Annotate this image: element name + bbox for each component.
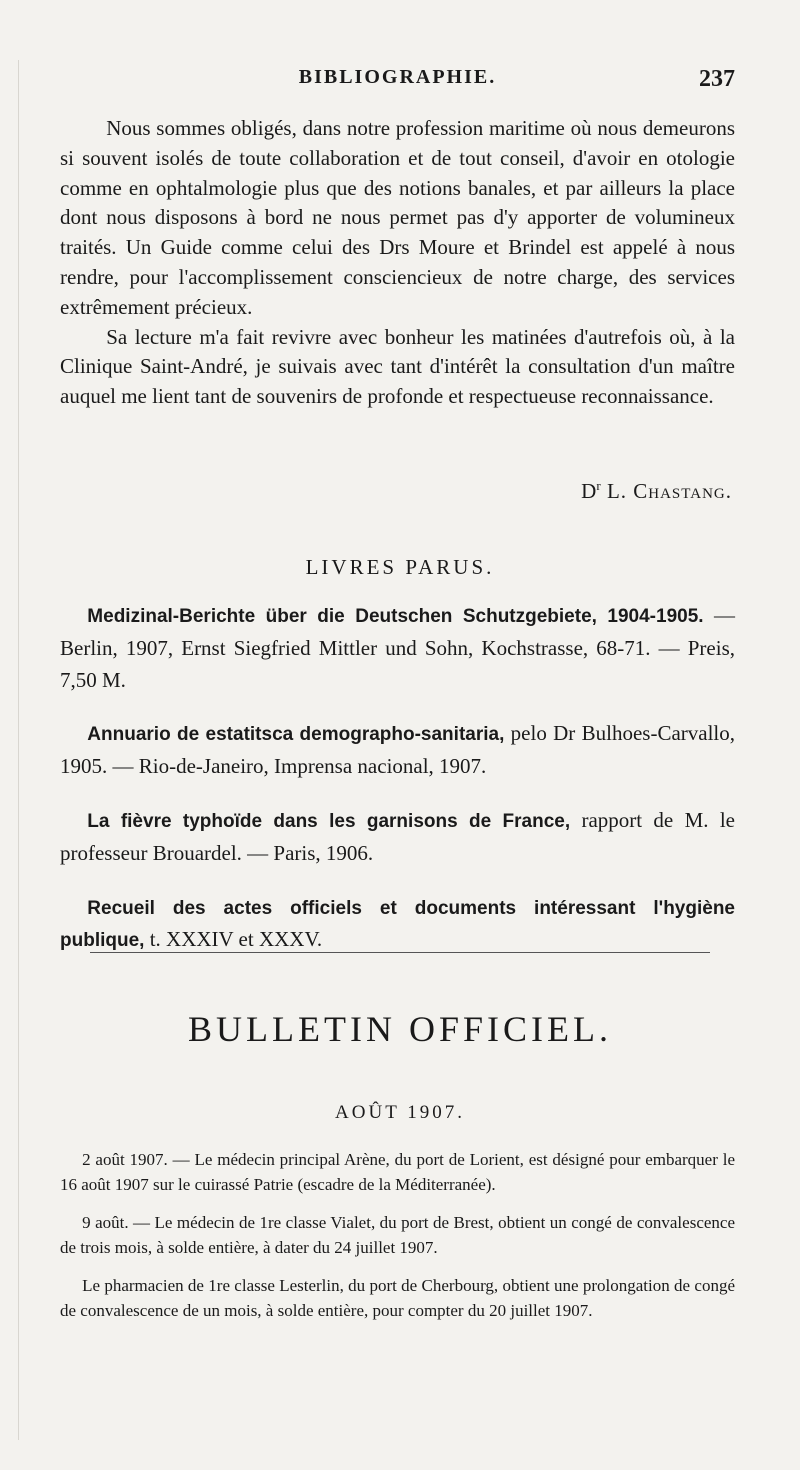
review-signature	[581, 478, 732, 504]
book-details: rapport de M. le professeur Brouardel. — Paris, 1906.	[60, 807, 735, 865]
list-item: 2 août 1907. — Le médecin principal Arène, du port de Lorient, est désigné pour embarquer le 16 août 1907 sur le cuirassé Patrie (escadre de la Méditerranée).	[60, 1150, 735, 1194]
list-item	[60, 718, 735, 783]
running-title: BIBLIOGRAPHIE.	[298, 66, 497, 88]
bulletin-heading: BULLETIN OFFICIEL.	[188, 1009, 612, 1049]
book-details: t. XXXIV et XXXV.	[144, 927, 323, 952]
book-title: Recueil des actes officiels et documents intéressant l'hygiène publique,	[60, 897, 735, 952]
livres-parus-heading: LIVRES PARUS.	[305, 555, 495, 579]
list-item: 9 août. — Le médecin de 1re classe Vialet, du port de Brest, obtient un congé de convalescence de trois mois, à solde entière, à dater du 24 juillet 1907.	[60, 1213, 735, 1257]
signature-sup: r	[596, 478, 601, 493]
book-details: — Berlin, 1907, Ernst Siegfried Mittler und Sohn, Kochstrasse, 68-71. — Preis, 7,50 M.	[60, 603, 735, 692]
bulletin-notices	[60, 1148, 735, 1337]
section-divider	[90, 952, 710, 953]
signature-name: L. Chastang.	[600, 479, 732, 503]
book-title: Medizinal-Berichte über die Deutschen Schutzgebiete, 1904-1905.	[87, 606, 704, 627]
signature-prefix: D	[581, 479, 597, 503]
list-item: Le pharmacien de 1re classe Lesterlin, du port de Cherbourg, obtient une prolongation de congé de convalescence de un mois, à solde entière, pour compter du 20 juillet 1907.	[60, 1276, 735, 1320]
review-paragraph: Sa lecture m'a fait revivre avec bonheur les matinées d'autrefois où, à la Clinique Saint-André, je suivais avec tant d'intérêt la consultation d'un maître auquel me lient tant de souvenirs de profonde et respectueuse reconnaissance.	[60, 324, 735, 409]
bulletin-month: AOÛT 1907.	[335, 1102, 465, 1123]
page-number: 237	[699, 66, 735, 92]
list-item	[60, 892, 735, 958]
book-title: Annuario de estatitsca demographo-sanitaria,	[87, 724, 505, 746]
review-text	[60, 114, 735, 412]
review-paragraph: Nous sommes obligés, dans notre profession maritime où nous demeurons si souvent isolés de toute collaboration et de tout conseil, d'avoir en otologie comme en ophtalmologie plus que des notions banales, et par ailleurs la place dont nous disposons à bord ne nous permet pas d'y apporter de volumineux traités. Un Guide comme celui des Drs Moure et Brindel est appelé à nous rendre, pour l'accomplissement consciencieux de notre charge, des services extrêmement précieux.	[60, 116, 735, 319]
list-item	[60, 805, 735, 870]
book-title: La fièvre typhoïde dans les garnisons de France,	[87, 810, 571, 832]
page-edge-shadow	[18, 60, 19, 1440]
page-header	[60, 66, 735, 100]
book-details: pelo Dr Bulhoes-Carvallo, 1905. — Rio-de-Janeiro, Imprensa nacional, 1907.	[60, 721, 735, 779]
list-item	[60, 600, 735, 696]
livres-parus-list	[60, 600, 735, 979]
